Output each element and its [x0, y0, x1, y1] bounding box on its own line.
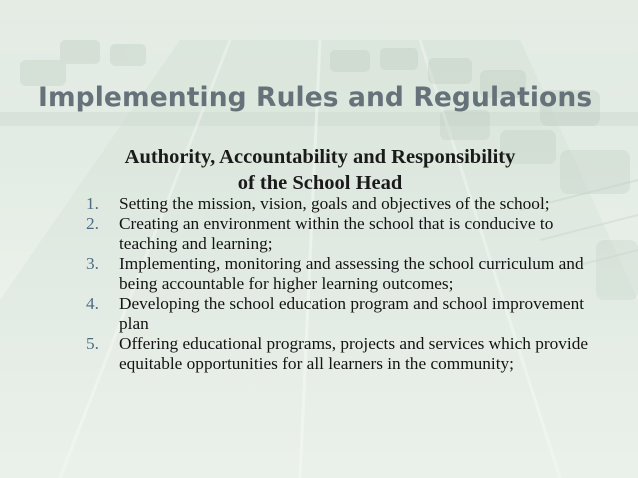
- list-item-text: Creating an environment within the school that is conducive to teaching and learning;: [119, 214, 554, 253]
- list-item-text: Developing the school education program and school improvement plan: [119, 294, 585, 333]
- list-number: 1.: [86, 194, 99, 213]
- slide-subtitle: [40, 144, 600, 196]
- list-number: 5.: [86, 334, 99, 353]
- list-item: [86, 334, 606, 374]
- subtitle-line: Authority, Accountability and Responsibility: [124, 146, 516, 168]
- list-item-text: Implementing, monitoring and assessing the school curriculum and being accountable for higher learning outcomes;: [119, 254, 584, 293]
- list-item: [86, 194, 606, 214]
- list-number: 3.: [86, 254, 99, 273]
- list-item: [86, 214, 606, 254]
- list-item-text: Offering educational programs, projects and services which provide equitable opportunities for all learners in the community;: [119, 334, 588, 373]
- subtitle-line: of the School Head: [237, 172, 403, 194]
- list-item: [86, 294, 606, 334]
- list-item-text: Setting the mission, vision, goals and objectives of the school;: [119, 194, 550, 213]
- list-number: 2.: [86, 214, 99, 233]
- list-number: 4.: [86, 294, 99, 313]
- list-item: [86, 254, 606, 294]
- slide-title: Implementing Rules and Regulations: [38, 82, 593, 113]
- responsibility-list: [86, 194, 606, 374]
